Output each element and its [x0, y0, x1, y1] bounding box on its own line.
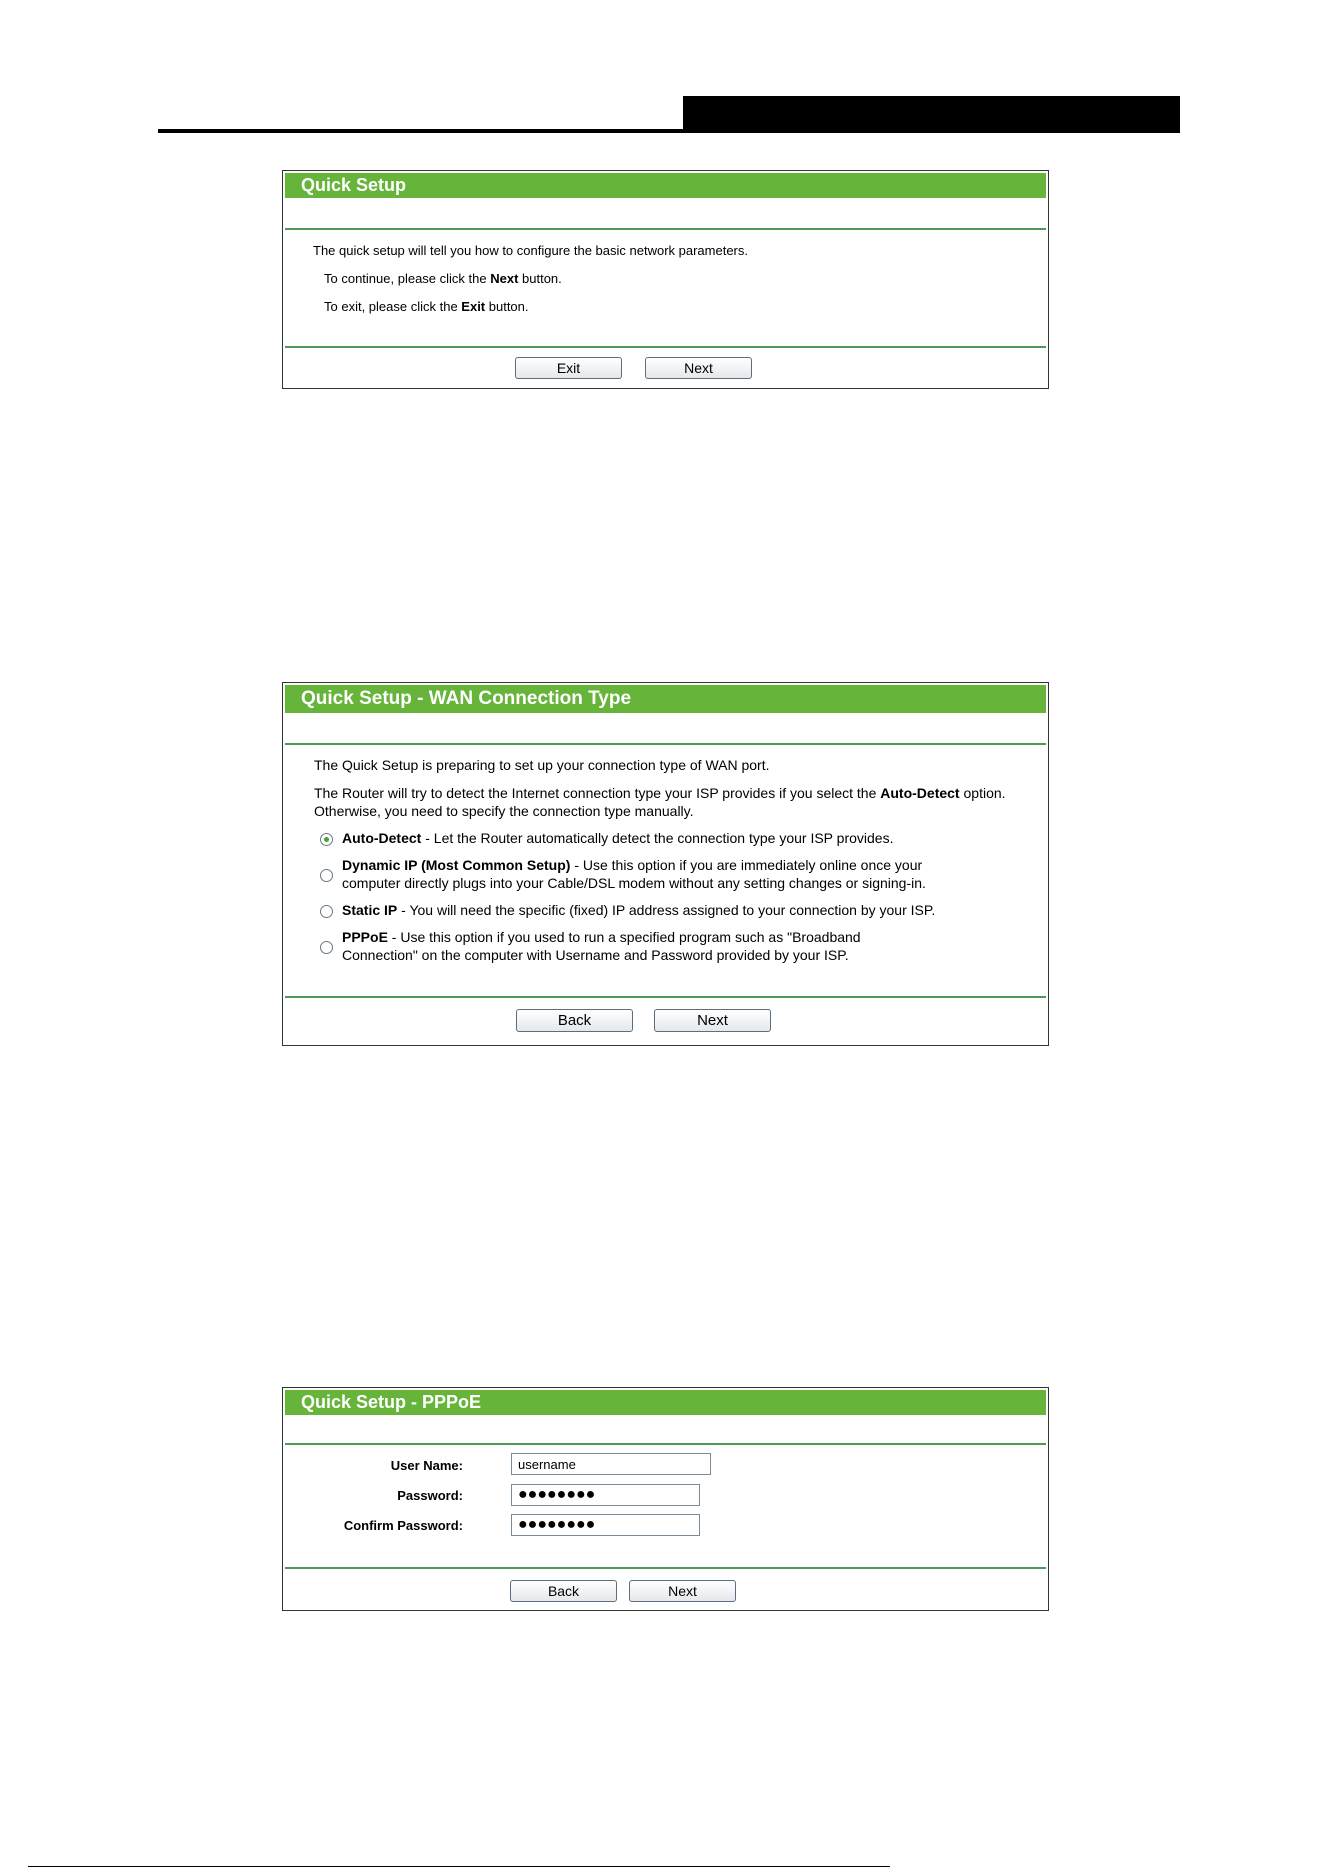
footer-rule [28, 1866, 890, 1867]
username-input[interactable] [511, 1453, 711, 1475]
header-rule [158, 129, 1180, 133]
continue-suffix: button. [518, 271, 562, 286]
detect-prefix: The Router will try to detect the Internet connection type your ISP provides if you select the [314, 785, 881, 801]
confirm-password-input[interactable] [511, 1514, 700, 1536]
option-label: PPPoE [342, 929, 388, 945]
divider [285, 996, 1046, 998]
exit-button[interactable]: Exit [515, 357, 622, 379]
radio-static-ip[interactable] [320, 905, 333, 918]
back-button[interactable]: Back [516, 1009, 633, 1032]
continue-text [324, 271, 562, 287]
detect-bold: Auto-Detect [880, 785, 960, 801]
exit-bold: Exit [461, 299, 486, 314]
divider [285, 228, 1046, 230]
detect-suffix: option. [959, 785, 1006, 801]
password-label: Password: [397, 1488, 463, 1503]
option-desc: - You will need the specific (fixed) IP address assigned to your connection by your ISP. [397, 902, 936, 918]
option-desc: - Let the Router automatically detect the connection type your ISP provides. [421, 830, 894, 846]
divider [285, 1567, 1046, 1569]
option-dynamic-ip-line2: computer directly plugs into your Cable/DSL modem without any setting changes or signing-in. [342, 875, 926, 891]
detect-text-line2: Otherwise, you need to specify the connection type manually. [314, 803, 694, 819]
option-label: Auto-Detect [342, 830, 422, 846]
intro-text: The quick setup will tell you how to configure the basic network parameters. [313, 243, 748, 258]
pppoe-panel [282, 1387, 1049, 1611]
panel-title: Quick Setup [285, 173, 1046, 198]
password-input[interactable] [511, 1484, 700, 1506]
radio-auto-detect[interactable] [320, 833, 333, 846]
continue-bold: Next [490, 271, 519, 286]
exit-prefix: To exit, please click the [324, 299, 462, 314]
divider [285, 346, 1046, 348]
panel-title: Quick Setup - WAN Connection Type [285, 685, 1046, 713]
quick-setup-panel [282, 170, 1049, 389]
option-pppoe [342, 929, 861, 946]
option-static-ip [342, 902, 935, 919]
exit-text [324, 299, 529, 315]
exit-suffix: button. [485, 299, 529, 314]
option-desc: - Use this option if you are immediately online once your [570, 857, 923, 873]
intro-text: The Quick Setup is preparing to set up your connection type of WAN port. [314, 757, 770, 773]
option-dynamic-ip [342, 857, 922, 874]
option-auto-detect [342, 830, 893, 847]
option-label: Dynamic IP (Most Common Setup) [342, 857, 571, 873]
wan-connection-type-panel [282, 682, 1049, 1046]
radio-pppoe[interactable] [320, 941, 333, 954]
back-button[interactable]: Back [510, 1580, 617, 1602]
panel-title: Quick Setup - PPPoE [285, 1390, 1046, 1415]
username-label: User Name: [390, 1458, 463, 1473]
next-button[interactable]: Next [654, 1009, 771, 1032]
option-label: Static IP [342, 902, 398, 918]
header-block [683, 96, 1180, 131]
divider [285, 743, 1046, 745]
next-button[interactable]: Next [629, 1580, 736, 1602]
radio-dynamic-ip[interactable] [320, 869, 333, 882]
continue-prefix: To continue, please click the [324, 271, 491, 286]
divider [285, 1443, 1046, 1445]
next-button[interactable]: Next [645, 357, 752, 379]
confirm-password-label: Confirm Password: [343, 1518, 463, 1533]
detect-text [314, 785, 1006, 802]
option-pppoe-line2: Connection" on the computer with Username and Password provided by your ISP. [342, 947, 849, 963]
option-desc: - Use this option if you used to run a specified program such as "Broadband [387, 929, 861, 945]
